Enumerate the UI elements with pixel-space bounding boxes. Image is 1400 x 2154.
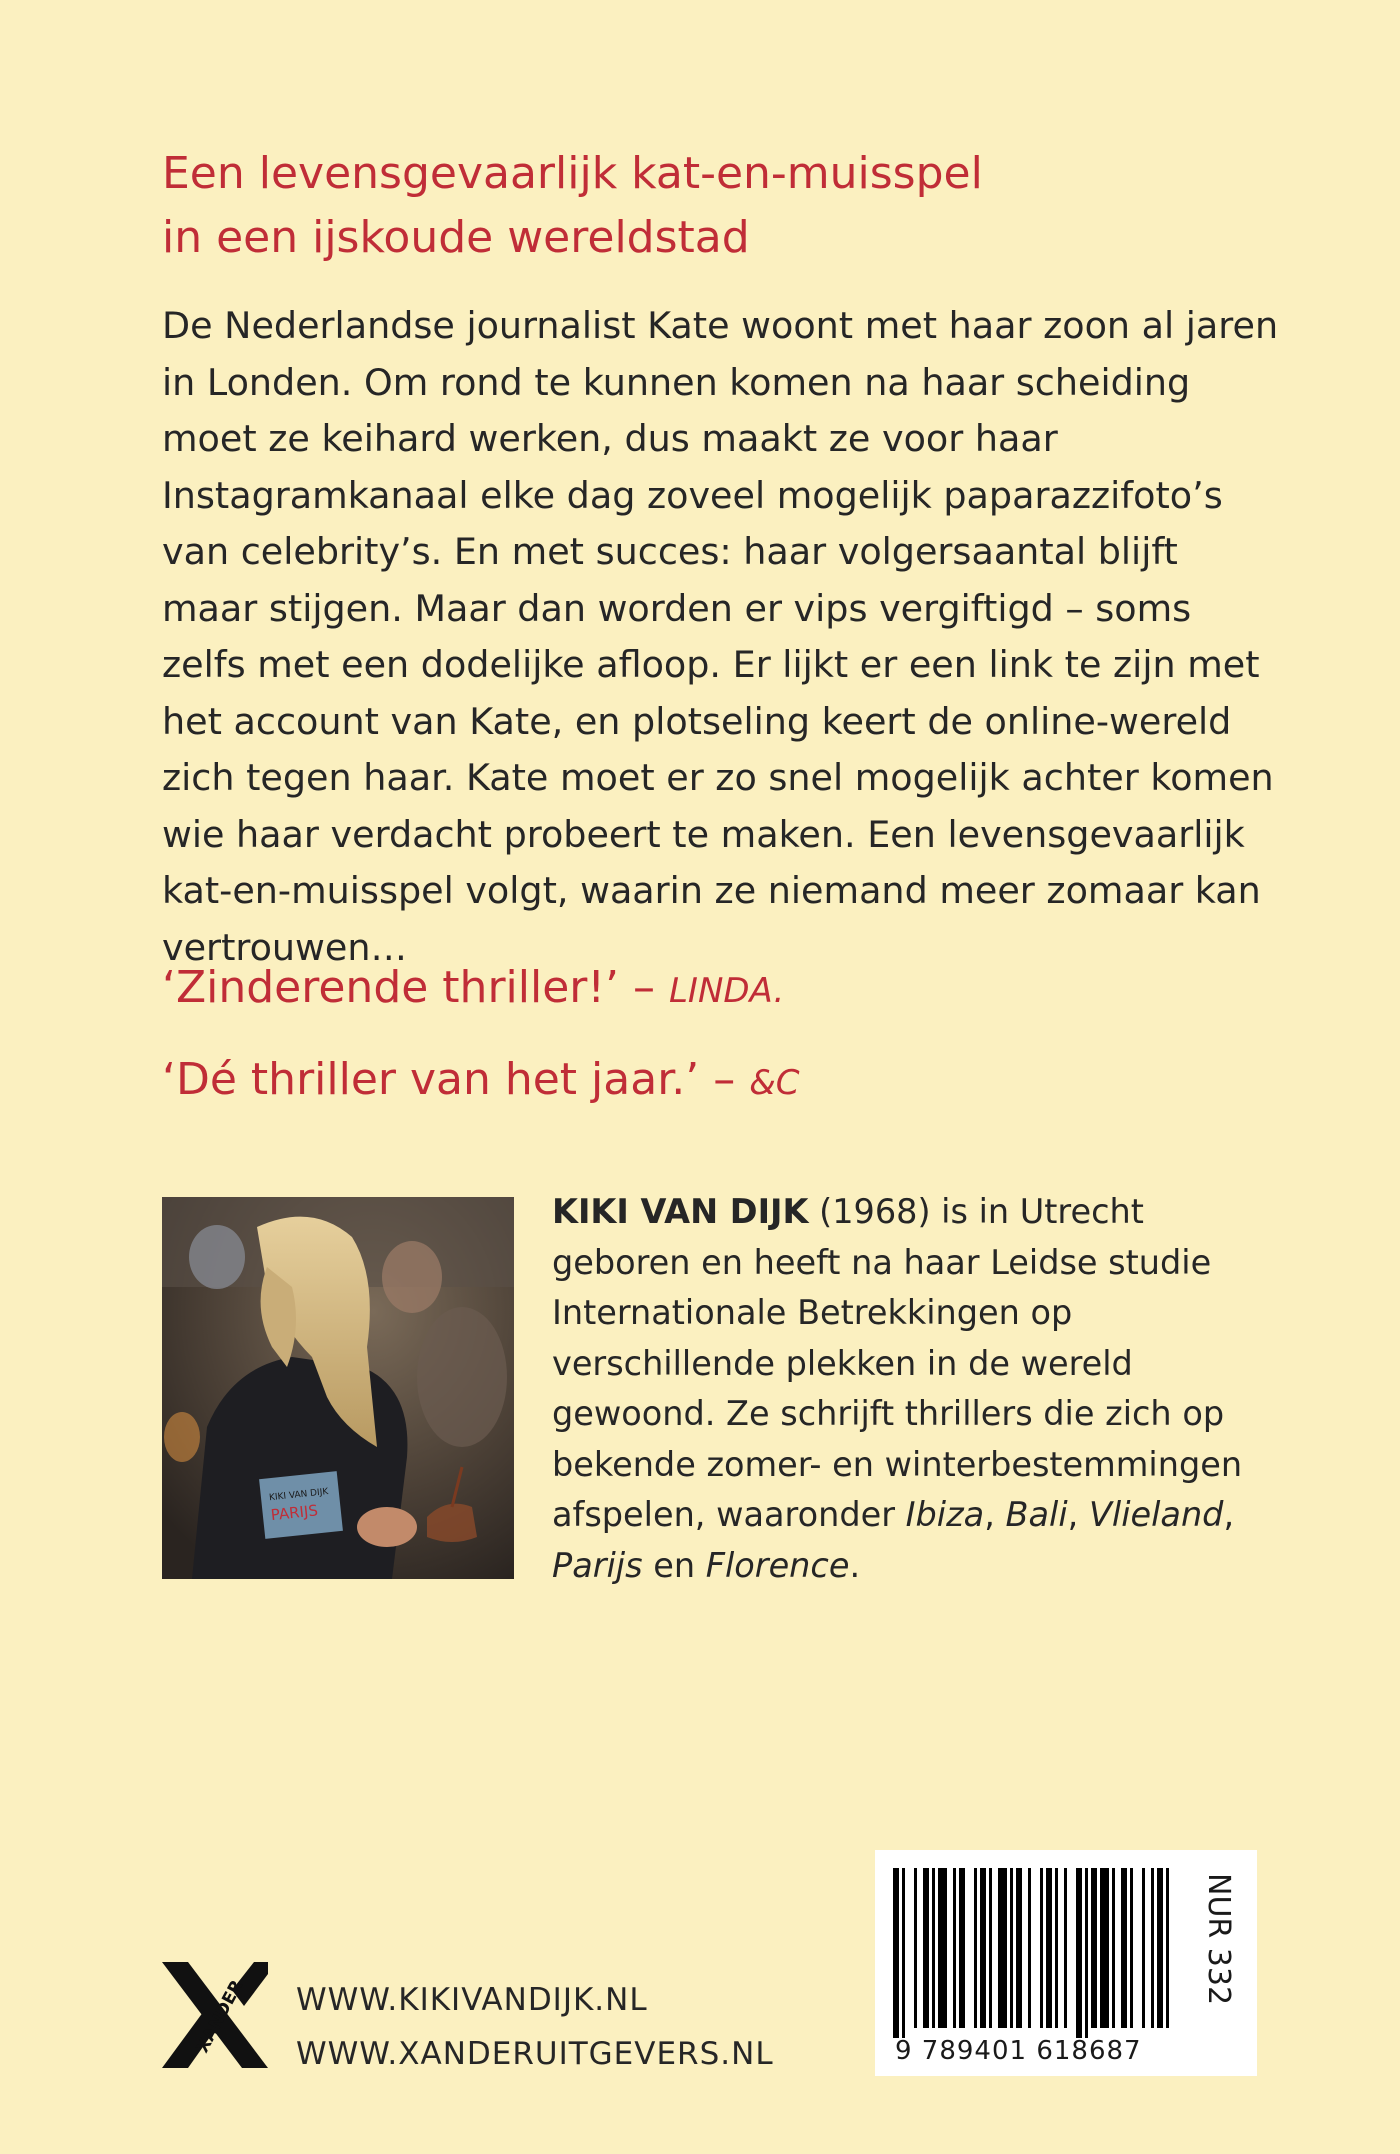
barcode-bar xyxy=(1076,1868,1082,2038)
publisher-urls xyxy=(296,1973,774,2081)
author-bio xyxy=(552,1187,1252,1591)
review-quote xyxy=(162,962,784,1013)
isbn-number: 9 789401 618687 xyxy=(895,2036,1142,2066)
barcode-bar xyxy=(998,1868,1007,2028)
barcode-bar xyxy=(1157,1868,1163,2028)
headline-line-1: Een levensgevaarlijk kat-en-muisspel xyxy=(162,148,983,199)
quote-text: ‘Dé thriller van het jaar.’ – xyxy=(162,1054,750,1105)
barcode-bar xyxy=(938,1868,947,2028)
quote-source: LINDA. xyxy=(668,971,785,1011)
author-photo-image xyxy=(162,1197,514,1579)
barcode-bar xyxy=(1046,1868,1052,2028)
barcode-bar xyxy=(893,1868,899,2038)
barcode-bar xyxy=(1064,1868,1067,2028)
headline xyxy=(162,142,1262,270)
author-name: KIKI VAN DIJK xyxy=(552,1192,809,1231)
photo-book-title: PARIJS xyxy=(269,1501,319,1525)
photo-book-author: KIKI VAN DIJK xyxy=(268,1487,329,1504)
barcode-bar xyxy=(974,1868,977,2028)
barcode-bar xyxy=(902,1868,905,2038)
barcode-bar xyxy=(1151,1868,1154,2028)
book-title: Ibiza xyxy=(905,1495,985,1534)
book-title: Vlieland xyxy=(1088,1495,1224,1534)
barcode-bar xyxy=(1091,1868,1097,2028)
book-title: Bali xyxy=(1005,1495,1068,1534)
xander-logo-icon xyxy=(162,1962,268,2068)
barcode-bar xyxy=(980,1868,986,2028)
barcode-bar xyxy=(1112,1868,1115,2028)
bio-text: (1968) is in Utrecht geboren en heeft na haar Leidse studie Internationale Betrekkingen op verschillende plekken in de wereld gewoond. Ze schrijft thrillers die zich op bekende zomer- en winterbestemmingen afspelen, waaronder xyxy=(552,1192,1243,1534)
headline-line-2: in een ijskoude wereldstad xyxy=(162,212,750,263)
barcode-bar xyxy=(953,1868,956,2028)
publisher-website-link[interactable]: WWW.XANDERUITGEVERS.NL xyxy=(296,2036,774,2072)
quote-text: ‘Zinderende thriller!’ – xyxy=(162,962,669,1013)
separator: , xyxy=(1223,1495,1235,1534)
barcode-bar xyxy=(1121,1868,1127,2028)
barcode-bar xyxy=(959,1868,965,2028)
nur-code: NUR 332 xyxy=(1201,1873,1236,2006)
author-photo xyxy=(162,1197,514,1579)
barcode-bar xyxy=(1040,1868,1043,2028)
separator: , xyxy=(984,1495,1006,1534)
quote-source: &C xyxy=(749,1063,800,1103)
review-quote xyxy=(162,1054,799,1105)
barcode-bar xyxy=(1016,1868,1022,2028)
barcode-bar xyxy=(932,1868,935,2028)
barcode-bar xyxy=(1055,1868,1058,2028)
barcode-bar xyxy=(1142,1868,1145,2028)
blurb-text: De Nederlandse journalist Kate woont met haar zoon al jaren in Londen. Om rond te kunnen komen na haar scheiding moet ze keihard werken, dus maakt ze voor haar Instagramkanaal elke dag zoveel mogelijk paparazzifoto’s van celebrity’s. En met succes: haar volgersaantal blijft maar stijgen. Maar dan worden er vips vergiftigd – soms zelfs met een dodelijke afloop. Er lijkt er een link te zijn met het account van Kate, en plotseling keert de online-wereld zich tegen haar. Kate moet er zo snel mogelijk achter komen wie haar verdacht probeert te maken. Een levensgevaarlijk kat-en-muisspel volgt, waarin ze niemand meer zomaar kan vertrouwen… xyxy=(162,304,1279,969)
book-title: Florence xyxy=(705,1545,850,1585)
author-website-link[interactable]: WWW.KIKIVANDIJK.NL xyxy=(296,1982,648,2018)
barcode-bar xyxy=(1010,1868,1013,2028)
barcode-bar xyxy=(914,1868,917,2028)
logo-text: XANDER xyxy=(192,1976,248,2057)
barcode-bar xyxy=(1130,1868,1133,2028)
xander-logo xyxy=(162,1962,268,2068)
barcode-bar xyxy=(1166,1868,1169,2028)
bio-end: . xyxy=(849,1545,861,1585)
separator: , xyxy=(1067,1495,1089,1534)
barcode-bar xyxy=(989,1868,992,2028)
barcode-bar xyxy=(923,1868,929,2028)
barcode-bar xyxy=(1100,1868,1109,2028)
barcode-bar xyxy=(1028,1868,1031,2028)
separator: en xyxy=(642,1545,706,1585)
book-title: Parijs xyxy=(552,1545,643,1585)
barcode-bar xyxy=(1085,1868,1088,2038)
